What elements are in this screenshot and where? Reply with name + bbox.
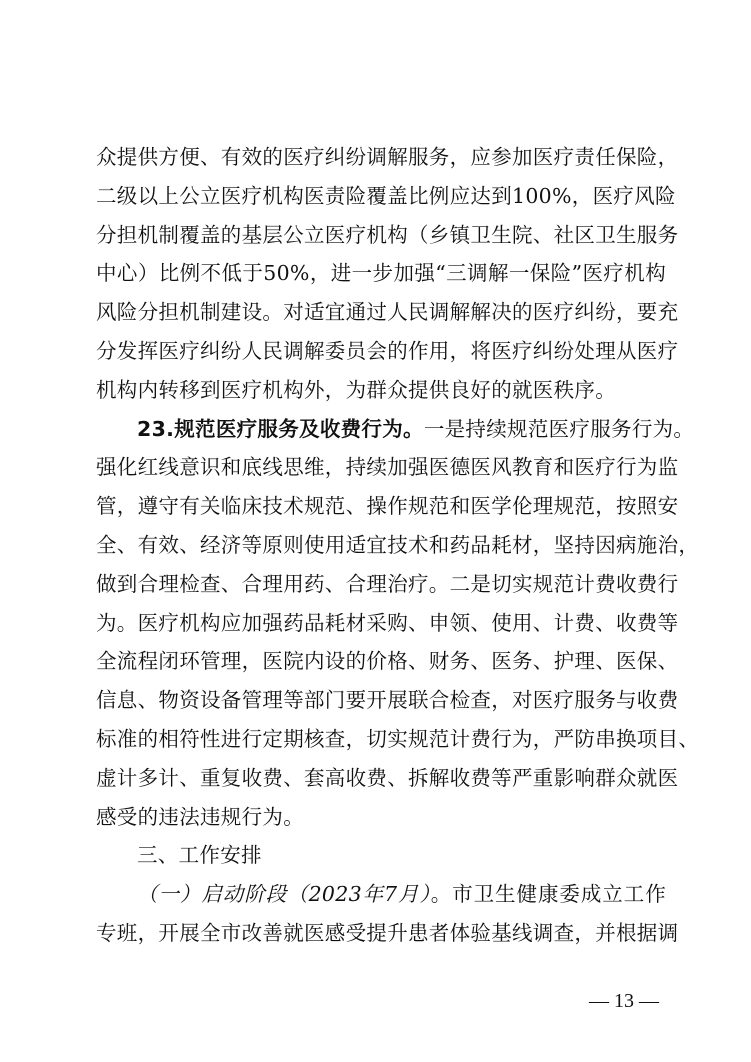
- text-line: 做到合理检查、合理用药、合理治疗。二是切实规范计费收费行: [96, 571, 679, 596]
- text-line: 强化红线意识和底线思维，持续加强医德医风教育和医疗行为监: [96, 455, 679, 480]
- text-line: 中心）比例不低于50%，进一步加强“三调解一保险”医疗机构: [96, 261, 666, 286]
- text-line: 风险分担机制建设。对适宜通过人民调解解决的医疗纠纷，要充: [96, 300, 679, 325]
- text-line: 众提供方便、有效的医疗纠纷调解服务，应参加医疗责任保险，: [96, 145, 679, 169]
- paragraph-first-line: [96, 875, 666, 914]
- text-line: 专班，开展全市改善就医感受提升患者体验基线调查，并根据调: [96, 920, 679, 945]
- paragraph-first-line: [96, 410, 695, 449]
- text-line: 标准的相符性进行定期核查，切实规范计费行为，严防串换项目、: [96, 726, 700, 751]
- page-number: — 13 —: [589, 990, 659, 1012]
- text-line: 虚计多计、重复收费、套高收费、拆解收费等严重影响群众就医: [96, 765, 679, 790]
- text-line: 全、有效、经济等原则使用适宜技术和药品耗材，坚持因病施治，: [96, 532, 700, 557]
- section-heading: 三、工作安排: [137, 843, 262, 868]
- text-line: 二级以上公立医疗机构医责险覆盖比例应达到100%，医疗风险: [96, 183, 676, 208]
- text-line: 分发挥医疗纠纷人民调解委员会的作用，将医疗纠纷处理从医疗: [96, 338, 679, 363]
- text-line: 全流程闭环管理，医院内设的价格、财务、医务、护理、医保、: [96, 649, 679, 674]
- text-line: 感受的违法违规行为。: [96, 804, 304, 829]
- text-run: 一是持续规范医疗服务行为。: [423, 416, 695, 441]
- text-run: 。市卫生健康委成立工作: [430, 882, 666, 907]
- subsection-heading: （一）启动阶段（2023年7月）: [137, 882, 431, 907]
- item-heading: 23.规范医疗服务及收费行为。: [137, 416, 424, 441]
- text-line: 分担机制覆盖的基层公立医疗机构（乡镇卫生院、社区卫生服务: [96, 222, 679, 247]
- text-line: 管，遵守有关临床技术规范、操作规范和医学伦理规范，按照安: [96, 494, 679, 519]
- text-line: 信息、物资设备管理等部门要开展联合检查，对医疗服务与收费: [96, 688, 679, 713]
- body-text: [96, 138, 700, 953]
- text-line: 为。医疗机构应加强药品耗材采购、申领、使用、计费、收费等: [96, 610, 679, 635]
- text-line: 机构内转移到医疗机构外，为群众提供良好的就医秩序。: [96, 377, 616, 402]
